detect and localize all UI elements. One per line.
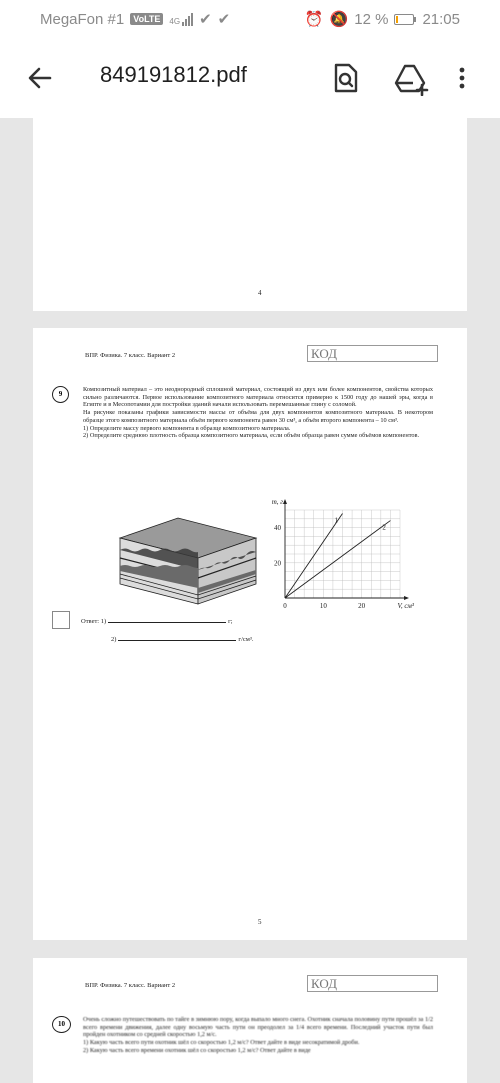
y-axis-arrow xyxy=(283,499,287,504)
question-paragraph: 2) Какую часть всего времени охотник шёл со скоростью 1,2 м/с? Ответ дайте в виде xyxy=(83,1046,311,1054)
x-tick-label: 0 xyxy=(283,602,287,610)
x-tick-label: 20 xyxy=(358,602,366,610)
answer-1-field[interactable] xyxy=(108,617,226,623)
answer-score-box[interactable] xyxy=(52,611,70,629)
x-axis-arrow xyxy=(404,596,409,600)
page-header: ВПР. Физика. 7 класс. Вариант 2 xyxy=(85,352,176,359)
series-line-2 xyxy=(285,521,390,598)
question-paragraph: На рисунке показаны графики зависимости массы от объёма для двух компонентов композитного материала. В некотором образце этого композитного материала объём первого компонента равен 30 см³, а объём второго компонента – 10 см³. xyxy=(83,409,433,424)
question-paragraph: 1) Какую часть всего пути охотник шёл со скоростью 1,2 м/с? Ответ дайте в виде несократимой дроби. xyxy=(83,1039,360,1047)
app-toolbar xyxy=(0,38,500,118)
status-bar xyxy=(0,0,500,38)
answer-line-2 xyxy=(111,635,253,643)
answer-2-unit: г/см³. xyxy=(238,636,254,643)
composite-material-illustration xyxy=(118,516,258,606)
more-vert-icon[interactable] xyxy=(452,60,472,96)
answer-2-field[interactable] xyxy=(118,635,236,641)
answer-2-label: 2) xyxy=(111,636,117,643)
x-tick-label: 10 xyxy=(319,602,327,610)
add-to-drive-icon[interactable] xyxy=(393,60,429,96)
answer-label: Ответ: 1) xyxy=(81,618,107,625)
battery-percent: 12 % xyxy=(354,10,389,28)
document-title: 849191812.pdf xyxy=(100,62,247,87)
check-icon-2: ✔ xyxy=(217,11,231,28)
question-paragraph: Очень сложно путешествовать по тайге в зимнюю пору, когда выпало много снега. Охотник сначала половину пути прошёл за 1/2 всего времени движения, далее одну восьмую часть пути он преодолел за 1/4 всего времени. Последний участок пути был пройден охотником со средней скоростью 1,2 м/с. xyxy=(83,1016,433,1039)
pdf-page-4 xyxy=(33,118,467,311)
carrier-label: MegaFon #1 xyxy=(40,10,125,28)
check-icon: ✔ xyxy=(199,11,212,28)
y-axis-label: m, г xyxy=(271,498,283,506)
battery-icon xyxy=(394,14,416,25)
mute-icon: 🔕 xyxy=(329,11,349,28)
series-label-2: 2 xyxy=(382,523,386,532)
search-document-icon[interactable] xyxy=(327,60,363,96)
answer-1-unit: г; xyxy=(228,618,233,625)
volte-badge: VoLTE xyxy=(130,13,163,25)
alarm-icon: ⏰ xyxy=(304,11,324,28)
page-number: 5 xyxy=(258,918,262,926)
question-number: 10 xyxy=(52,1016,71,1033)
series-label-1: 1 xyxy=(334,516,338,525)
y-tick-label: 40 xyxy=(274,524,281,533)
y-tick-label: 20 xyxy=(274,559,281,568)
pdf-viewer[interactable] xyxy=(0,118,500,1083)
page-number: 4 xyxy=(258,289,262,297)
network-type-label: 4G xyxy=(169,17,181,26)
clock: 21:05 xyxy=(422,10,460,28)
signal-icon xyxy=(169,12,193,26)
mass-volume-chart xyxy=(265,498,435,618)
kod-box: КОД xyxy=(307,975,438,992)
question-text xyxy=(83,386,433,440)
question-text xyxy=(83,1016,433,1055)
pdf-page-5 xyxy=(33,328,467,940)
question-paragraph: 2) Определите среднюю плотность образца композитного материала, если объём образца равен сумме объёмов компонентов. xyxy=(83,432,420,440)
question-number: 9 xyxy=(52,386,69,403)
question-paragraph: Композитный материал – это неоднородный сплошной материал, состоящий из двух или более компонентов, свойства которых сильно различаются. Первое использование композитного материала относится примерно к 1500 году до нашей эры, когда в Египте и в Месопотамии для постройки зданий начали использовать перемешанные глину с соломой. xyxy=(83,386,433,409)
answer-line-1 xyxy=(81,617,233,625)
back-arrow-icon[interactable] xyxy=(22,60,58,96)
x-axis-label: V, см³ xyxy=(397,602,414,610)
page-header: ВПР. Физика. 7 класс. Вариант 2 xyxy=(85,982,176,989)
question-paragraph: 1) Определите массу первого компонента в образце композитного материала. xyxy=(83,424,291,432)
kod-box: КОД xyxy=(307,345,438,362)
pdf-page-6 xyxy=(33,958,467,1083)
